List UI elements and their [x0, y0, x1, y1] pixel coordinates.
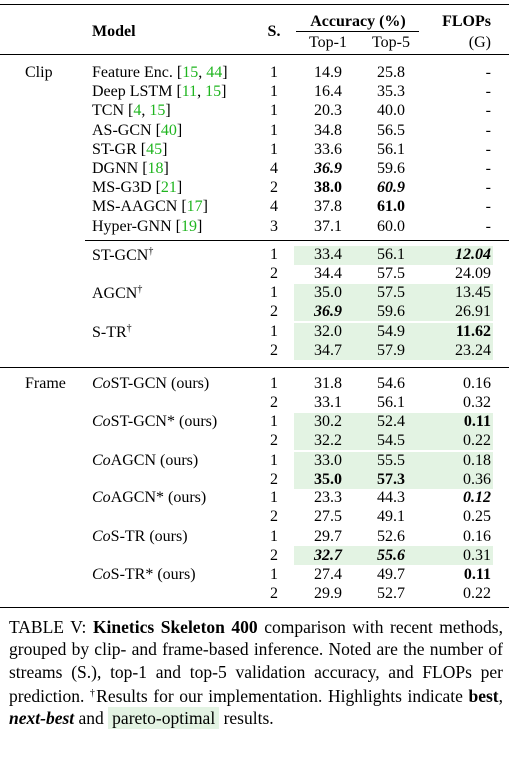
- streams-cell: 2: [270, 264, 278, 282]
- model-name: ST-GCN* (ours): [110, 413, 218, 430]
- flops-cell: -: [485, 179, 491, 197]
- streams-cell: 1: [270, 64, 278, 81]
- top1-cell: 35.0: [314, 284, 342, 301]
- top1-cell: 33.1: [314, 393, 342, 411]
- streams-cell: 2: [270, 507, 278, 525]
- table-row-impl: [92, 285, 142, 302]
- dagger-mark: †: [126, 323, 132, 334]
- top1-cell: 33.0: [314, 452, 342, 469]
- caption-label: TABLE V:: [9, 617, 93, 637]
- top5-cell: 57.5: [377, 284, 405, 301]
- caption-text: results.: [219, 708, 274, 729]
- flops-cell: 23.24: [455, 341, 491, 359]
- flops-cell: -: [485, 160, 491, 177]
- top1-cell: 35.0: [314, 470, 342, 488]
- accuracy-header-rule: [296, 31, 419, 32]
- flops-cell: 24.09: [455, 264, 491, 282]
- top5-cell: 55.6: [377, 546, 405, 564]
- impl-group-rule: [85, 240, 509, 241]
- citation-link[interactable]: 11: [181, 83, 198, 101]
- flops-cell: 11.62: [455, 323, 491, 340]
- top5-cell: 44.3: [377, 489, 405, 506]
- model-name: ST-GCN (ours): [110, 375, 210, 392]
- top1-cell: 33.6: [314, 140, 342, 158]
- streams-cell: 2: [270, 584, 278, 602]
- model-name: S-TR: [92, 324, 127, 341]
- top5-cell: 54.9: [377, 323, 405, 340]
- dagger-mark: †: [148, 246, 154, 257]
- top1-cell: 16.4: [314, 83, 342, 101]
- model-name: Feature Enc.: [92, 64, 177, 81]
- top5-cell: 56.1: [377, 140, 405, 158]
- top5-cell: 56.1: [377, 393, 405, 411]
- streams-cell: 1: [270, 375, 278, 392]
- streams-cell: 2: [270, 470, 278, 488]
- table-row-frame: [92, 453, 198, 469]
- top1-cell: 34.8: [314, 121, 342, 139]
- top5-cell: 35.3: [377, 83, 405, 101]
- flops-cell: 0.25: [463, 507, 491, 525]
- continual-prefix: Co: [92, 413, 111, 430]
- flops-cell: -: [485, 64, 491, 81]
- streams-cell: 1: [270, 528, 278, 545]
- top1-cell: 32.7: [314, 546, 342, 564]
- model-name: MS-G3D: [92, 179, 156, 197]
- flops-cell: 0.36: [463, 470, 491, 488]
- top1-cell: 34.4: [314, 264, 342, 282]
- dagger-mark: †: [137, 284, 143, 295]
- top5-cell: 57.9: [377, 341, 405, 359]
- model-name: Hyper-GNN: [92, 217, 176, 235]
- top1-cell: 32.2: [314, 431, 342, 449]
- flops-cell: 26.91: [455, 302, 491, 320]
- model-name: TCN: [92, 102, 128, 120]
- citation-link[interactable]: 45: [146, 140, 163, 158]
- table-row-clip: Feature Enc. [15, 44]: [92, 64, 228, 81]
- streams-cell: 2: [270, 179, 278, 197]
- citation-link[interactable]: 18: [147, 160, 164, 177]
- streams-cell: 2: [270, 546, 278, 564]
- streams-cell: 1: [270, 246, 278, 263]
- flops-cell: -: [485, 102, 491, 120]
- top5-cell: 55.5: [377, 452, 405, 469]
- streams-cell: 1: [270, 102, 278, 120]
- streams-cell: 1: [270, 323, 278, 340]
- caption-text: ,: [498, 685, 504, 706]
- caption-pareto-optimal: pareto-optimal: [108, 707, 219, 729]
- top5-cell: 54.5: [377, 431, 405, 449]
- streams-column-header: S.: [267, 23, 281, 40]
- streams-cell: 2: [270, 431, 278, 449]
- table-row-impl: [92, 247, 153, 264]
- top1-column-header: Top-1: [309, 34, 347, 51]
- table-row-clip: MS-G3D [21]: [92, 179, 183, 197]
- streams-cell: 1: [270, 284, 278, 301]
- flops-cell: 0.22: [463, 584, 491, 602]
- streams-cell: 1: [270, 452, 278, 469]
- table-row-clip: MS-AAGCN [17]: [92, 198, 208, 216]
- caption-dataset: Kinetics Skeleton 400: [92, 617, 258, 637]
- header-bottom-rule: [0, 54, 509, 55]
- table-row-clip: TCN [4, 15]: [92, 102, 171, 120]
- top1-cell: 36.9: [314, 302, 342, 320]
- citation-link[interactable]: 15: [149, 102, 166, 120]
- flops-cell: -: [485, 198, 491, 216]
- caption-next-best: next-best: [9, 708, 75, 729]
- top1-cell: 27.4: [314, 566, 342, 583]
- caption-dagger: †: [89, 687, 97, 699]
- table-row-clip: ST-GR [45]: [92, 140, 168, 158]
- top1-cell: 32.0: [314, 323, 342, 340]
- table-row-frame: [92, 376, 209, 392]
- top1-cell: 34.7: [314, 341, 342, 359]
- frame-group-rule: [0, 367, 509, 368]
- accuracy-column-header: Accuracy (%): [310, 13, 406, 30]
- group-label-frame: Frame: [25, 375, 66, 392]
- top5-cell: 54.6: [377, 375, 405, 392]
- citation-link[interactable]: 40: [160, 121, 177, 139]
- top1-cell: 38.0: [314, 179, 342, 197]
- top1-cell: 37.1: [314, 217, 342, 235]
- top1-cell: 37.8: [314, 198, 342, 216]
- model-name: MS-AAGCN: [92, 198, 182, 216]
- citation-link[interactable]: 44: [206, 64, 223, 81]
- streams-cell: 4: [270, 198, 278, 216]
- top5-cell: 52.6: [377, 528, 405, 545]
- top5-column-header: Top-5: [372, 34, 410, 51]
- model-column-header: Model: [92, 23, 136, 40]
- top5-cell: 40.0: [377, 102, 405, 120]
- table-bottom-rule: [0, 607, 509, 608]
- caption-text: Results for our implementation. Highlights indicate: [96, 685, 469, 706]
- top1-cell: 23.3: [314, 489, 342, 506]
- top5-cell: 49.7: [377, 566, 405, 583]
- top1-cell: 33.4: [314, 246, 342, 263]
- continual-prefix: Co: [92, 452, 111, 469]
- streams-cell: 2: [270, 302, 278, 320]
- top5-cell: 61.0: [377, 198, 405, 216]
- top5-cell: 56.1: [377, 246, 405, 263]
- citation-link[interactable]: 19: [180, 217, 197, 235]
- table-row-clip: DGNN [18]: [92, 160, 169, 177]
- continual-prefix: Co: [92, 566, 111, 583]
- model-name: AGCN: [92, 285, 138, 302]
- streams-cell: 2: [270, 341, 278, 359]
- flops-cell: 12.04: [455, 246, 491, 263]
- streams-cell: 1: [270, 140, 278, 158]
- flops-cell: -: [485, 140, 491, 158]
- top5-cell: 59.6: [377, 302, 405, 320]
- streams-cell: 1: [270, 413, 278, 430]
- model-name: AGCN (ours): [110, 452, 199, 469]
- table-row-frame: [92, 490, 206, 506]
- caption-text: and: [74, 708, 109, 729]
- flops-cell: 0.12: [463, 489, 491, 506]
- streams-cell: 1: [270, 121, 278, 139]
- table-row-clip: Hyper-GNN [19]: [92, 217, 203, 235]
- top5-cell: 52.4: [377, 413, 405, 430]
- streams-cell: 1: [270, 489, 278, 506]
- table-row-clip: Deep LSTM [11, 15]: [92, 83, 227, 101]
- top1-cell: 27.5: [314, 507, 342, 525]
- flops-cell: 0.31: [463, 546, 491, 564]
- flops-cell: -: [485, 83, 491, 101]
- top1-cell: 30.2: [314, 413, 342, 430]
- top1-cell: 29.7: [314, 528, 342, 545]
- flops-cell: 13.45: [455, 284, 491, 301]
- top1-cell: 29.9: [314, 584, 342, 602]
- streams-cell: 3: [270, 217, 278, 235]
- flops-cell: 0.16: [463, 528, 491, 545]
- top1-cell: 20.3: [314, 102, 342, 120]
- flops-cell: 0.32: [463, 393, 491, 411]
- flops-cell: 0.16: [463, 375, 491, 392]
- model-name: DGNN: [92, 160, 143, 177]
- model-name: ST-GR: [92, 140, 141, 158]
- flops-cell: -: [485, 217, 491, 235]
- top5-cell: 49.1: [377, 507, 405, 525]
- top5-cell: 60.0: [377, 217, 405, 235]
- model-name: Deep LSTM: [92, 83, 177, 101]
- flops-cell: 0.11: [463, 413, 491, 430]
- model-name: S-TR (ours): [110, 528, 188, 545]
- flops-column-header: FLOPs: [442, 13, 491, 30]
- table-caption: [9, 616, 503, 729]
- flops-cell: -: [485, 121, 491, 139]
- table-top-rule: [0, 4, 509, 5]
- model-name: ST-GCN: [92, 247, 149, 264]
- model-name: S-TR* (ours): [110, 566, 196, 583]
- caption-best: best: [468, 685, 499, 706]
- citation-link[interactable]: 17: [186, 198, 203, 216]
- table-row-clip: AS-GCN [40]: [92, 121, 183, 139]
- top5-cell: 57.3: [377, 470, 405, 488]
- table-row-frame: [92, 414, 217, 430]
- flops-cell: 0.11: [463, 566, 491, 583]
- citation-link[interactable]: 15: [182, 64, 199, 81]
- streams-cell: 1: [270, 566, 278, 583]
- continual-prefix: Co: [92, 528, 111, 545]
- table-row-impl: [92, 324, 132, 341]
- continual-prefix: Co: [92, 489, 111, 506]
- table-row-frame: [92, 529, 188, 545]
- top5-cell: 56.5: [377, 121, 405, 139]
- top1-cell: 36.9: [314, 160, 342, 177]
- group-label-clip: Clip: [25, 64, 53, 81]
- citation-link[interactable]: 4: [133, 102, 142, 120]
- top1-cell: 31.8: [314, 375, 342, 392]
- streams-cell: 2: [270, 393, 278, 411]
- caption-text: comparison with recent methods, grouped by clip- and frame-based inference. Noted are the number of streams (S.), top-1 and top-5 validation accuracy, and FLOPs per prediction.: [9, 617, 503, 706]
- top1-cell: 14.9: [314, 64, 342, 81]
- model-name: AS-GCN: [92, 121, 156, 139]
- top5-cell: 60.9: [377, 179, 405, 197]
- model-name: AGCN* (ours): [110, 489, 207, 506]
- continual-prefix: Co: [92, 375, 111, 392]
- top5-cell: 25.8: [377, 64, 405, 81]
- top5-cell: 57.5: [377, 264, 405, 282]
- flops-cell: 0.18: [463, 452, 491, 469]
- flops-unit-header: (G): [468, 34, 491, 51]
- streams-cell: 4: [270, 160, 278, 177]
- streams-cell: 1: [270, 83, 278, 101]
- top5-cell: 59.6: [377, 160, 405, 177]
- top5-cell: 52.7: [377, 584, 405, 602]
- table-row-frame: [92, 567, 196, 583]
- flops-cell: 0.22: [463, 431, 491, 449]
- citation-link[interactable]: 21: [160, 179, 177, 197]
- citation-link[interactable]: 15: [205, 83, 222, 101]
